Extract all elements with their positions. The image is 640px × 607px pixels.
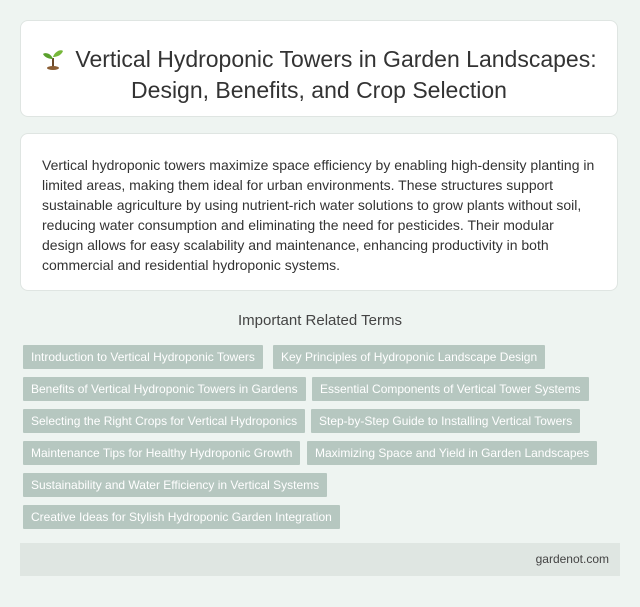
related-term-tag[interactable]: Introduction to Vertical Hydroponic Towers [23,345,263,369]
related-terms-heading: Important Related Terms [238,312,402,329]
page-title [41,44,597,106]
related-term-tag[interactable]: Key Principles of Hydroponic Landscape Design [273,345,545,369]
related-term-tag[interactable]: Selecting the Right Crops for Vertical Hydroponics [23,409,305,433]
page-title-text: Vertical Hydroponic Towers in Garden Landscapes: Design, Benefits, and Crop Selection [75,46,597,103]
title-card [20,20,618,117]
related-term-tag[interactable]: Step-by-Step Guide to Installing Vertical Towers [311,409,580,433]
related-term-tag[interactable]: Sustainability and Water Efficiency in Vertical Systems [23,473,327,497]
summary-text: Vertical hydroponic towers maximize space efficiency by enabling high-density planting in limited areas, making them ideal for urban environments. These structures support sustainable agriculture by using nutrient-rich water solutions to grow plants without soil, reducing water consumption and eliminating the need for pesticides. Their modular design allows for easy scalability and maintenance, enhancing productivity in both commercial and residential hydroponic systems. [42,157,595,273]
related-term-tag[interactable]: Benefits of Vertical Hydroponic Towers in Gardens [23,377,306,401]
footer-site-link[interactable]: gardenot.com [535,552,609,566]
related-term-tag[interactable]: Creative Ideas for Stylish Hydroponic Garden Integration [23,505,340,529]
related-term-tag[interactable]: Essential Components of Vertical Tower Systems [312,377,589,401]
related-term-tag[interactable]: Maintenance Tips for Healthy Hydroponic Growth [23,441,300,465]
summary-card [20,133,618,291]
footer [20,543,620,576]
related-term-tag[interactable]: Maximizing Space and Yield in Garden Landscapes [307,441,597,465]
sprout-icon [41,46,65,70]
